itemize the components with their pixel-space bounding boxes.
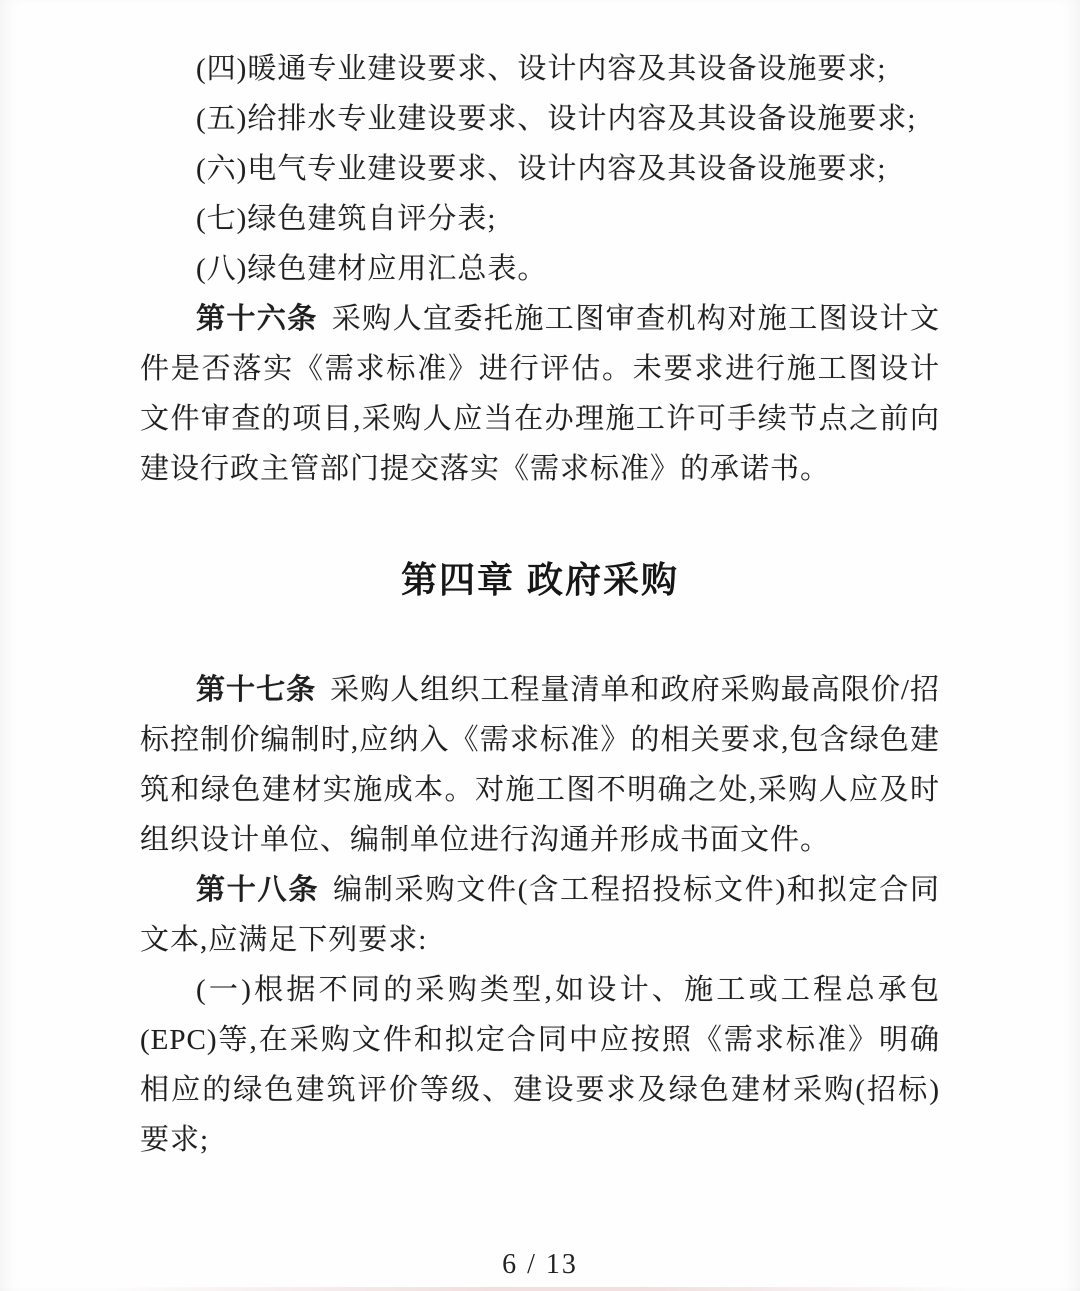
bottom-edge-strip — [0, 1287, 1080, 1291]
list-item-5: (五)给排水专业建设要求、设计内容及其设备设施要求; — [196, 103, 917, 135]
article-17-label: 第十七条 — [196, 674, 317, 706]
article-16-paragraph — [140, 294, 940, 494]
article-16-text: 采购人宜委托施工图审查机构对施工图设计文件是否落实《需求标准》进行评估。未要求进行施工图设计文件审查的项目,采购人应当在办理施工许可手续节点之前向建设行政主管部门提交落实《需求标准》的承诺书。 — [140, 303, 940, 485]
article-18-text: 编制采购文件(含工程招投标文件)和拟定合同文本,应满足下列要求: — [140, 874, 940, 956]
clause-1-paragraph: (一)根据不同的采购类型,如设计、施工或工程总承包(EPC)等,在采购文件和拟定合同中应按照《需求标准》明确相应的绿色建筑评价等级、建设要求及绿色建材采购(招标)要求; — [140, 974, 940, 1156]
article-17-text: 采购人组织工程量清单和政府采购最高限价/招标控制价编制时,应纳入《需求标准》的相关要求,包含绿色建筑和绿色建材实施成本。对施工图不明确之处,采购人应及时组织设计单位、编制单位进行沟通并形成书面文件。 — [140, 674, 940, 856]
list-item-7: (七)绿色建筑自评分表; — [196, 203, 497, 235]
article-18-label: 第十八条 — [196, 874, 320, 906]
article-16-label: 第十六条 — [196, 303, 318, 335]
list-item-4: (四)暖通专业建设要求、设计内容及其设备设施要求; — [196, 53, 887, 85]
list-item-8: (八)绿色建材应用汇总表。 — [196, 253, 548, 285]
page-number: 6 / 13 — [502, 1249, 578, 1280]
chapter-heading: 第四章 政府采购 — [400, 559, 679, 600]
article-17-paragraph — [140, 665, 940, 865]
list-item-6: (六)电气专业建设要求、设计内容及其设备设施要求; — [196, 153, 887, 185]
article-18-paragraph — [140, 865, 940, 965]
